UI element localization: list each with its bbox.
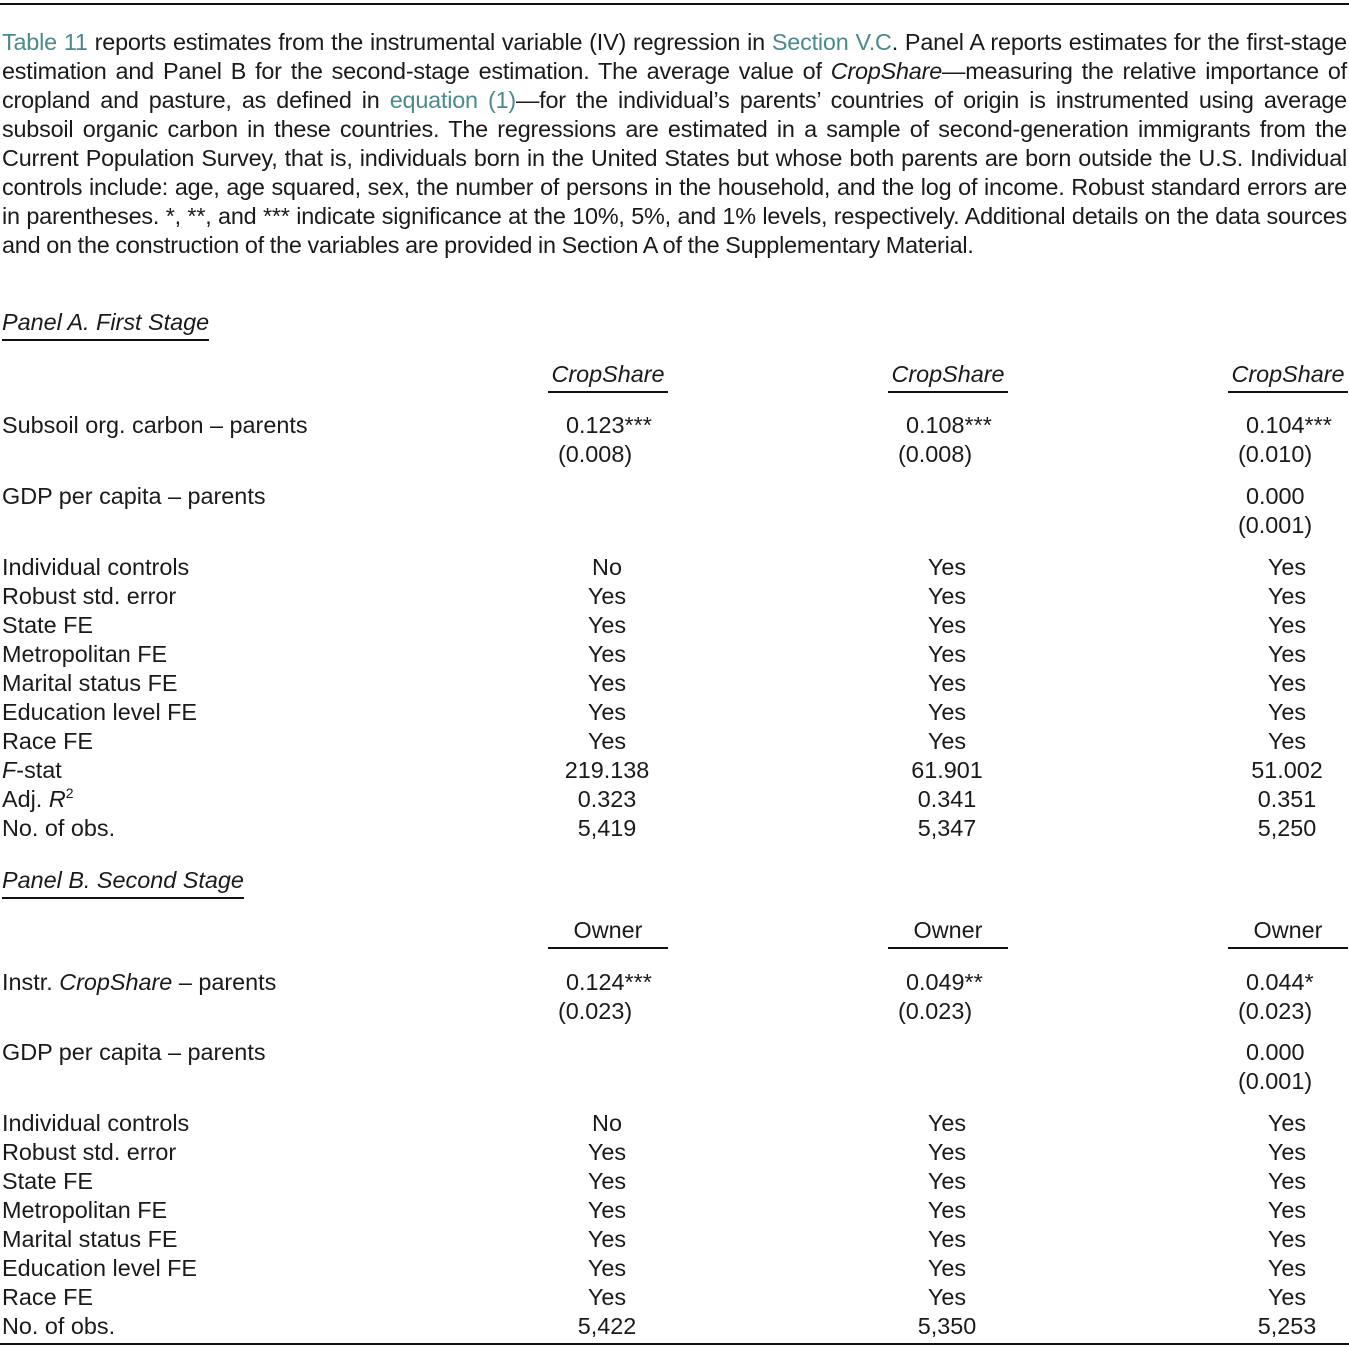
panel-a-col-head-1: CropShare [548,360,668,389]
panel-b-title: Panel B. Second Stage [2,866,244,895]
row-label: GDP per capita – parents [2,483,266,509]
panel-a-row-state-fe [0,611,1349,640]
panel-a-row-subsoil-se [0,440,1349,469]
panel-b-col-head-1: Owner [548,916,668,945]
caption-text-3: —measuring the relative importance of cropland and pasture, as defined in [2,58,1347,113]
panel-b-row-instr-cropshare [0,968,1349,997]
value-cell: Yes [1267,612,1307,638]
panel-a-row-fstat [0,756,1349,785]
se-cell: (0.023) [1238,998,1313,1024]
row-label: No. of obs. [2,815,116,841]
value-cell: Yes [587,1255,627,1281]
panel-a-row-education-fe [0,698,1349,727]
panel-b-row-individual-controls [0,1109,1349,1138]
panel-a-row-individual-controls [0,553,1349,582]
value-cell: Yes [587,699,627,725]
section-link[interactable]: Section V.C [771,29,892,55]
value-cell: Yes [927,1168,967,1194]
se-cell: (0.001) [1238,1068,1313,1094]
panel-b-row-gdp [0,1038,1349,1067]
se-cell: (0.008) [898,441,973,467]
row-label: Robust std. error [2,583,177,609]
panel-b-row-education-fe [0,1254,1349,1283]
value-cell: 5,419 [577,815,637,841]
panel-b-col-head-2: Owner [888,916,1008,945]
panel-b-row-gdp-se [0,1067,1349,1096]
value-cell: Yes [587,1284,627,1310]
coef-cell: 0.044* [1246,969,1314,995]
value-cell: Yes [927,728,967,754]
value-cell: Yes [587,641,627,667]
value-cell: 51.002 [1251,757,1323,783]
table-caption [2,28,1347,260]
value-cell: Yes [927,1197,967,1223]
value-cell: Yes [927,554,967,580]
row-label: Robust std. error [2,1139,177,1165]
value-cell: Yes [587,1226,627,1252]
value-cell: Yes [927,612,967,638]
se-cell: (0.001) [1238,512,1313,538]
row-label: Adj. $R^2$ [2,785,74,812]
panel-a-row-race-fe [0,727,1349,756]
value-cell: 219.138 [564,757,650,783]
value-cell: 5,347 [917,815,977,841]
row-label: Metropolitan FE [2,1197,168,1223]
row-label: No. of obs. [2,1313,116,1339]
panel-a-row-gdp-se [0,511,1349,540]
coef-cell: 0.108*** [906,412,992,438]
value-cell: Yes [927,583,967,609]
row-label: Instr. CropShare – parents [2,969,277,995]
se-cell: (0.008) [558,441,633,467]
row-label: Marital status FE [2,1226,178,1252]
top-rule [0,3,1349,5]
panel-b-row-obs [0,1312,1349,1341]
coef-cell: 0.049** [906,969,983,995]
coef-cell: 0.000 [1246,1039,1305,1065]
value-cell: Yes [587,728,627,754]
se-cell: (0.023) [558,998,633,1024]
panel-b-row-race-fe [0,1283,1349,1312]
value-cell: 5,350 [917,1313,977,1339]
coef-cell: 0.123*** [566,412,652,438]
value-cell: 0.323 [577,786,637,812]
panel-a-row-marital-fe [0,669,1349,698]
value-cell: Yes [927,1139,967,1165]
coef-cell: 0.104*** [1246,412,1332,438]
row-label: Metropolitan FE [2,641,168,667]
value-cell: Yes [927,1255,967,1281]
panel-a-row-subsoil [0,411,1349,440]
row-label: Individual controls [2,1110,190,1136]
row-label: Race FE [2,728,93,754]
se-cell: (0.010) [1238,441,1313,467]
row-label: F-stat [2,757,62,783]
value-cell: Yes [1267,1284,1307,1310]
caption-cropshare: CropShare [830,58,943,84]
panel-b-row-instr-cropshare-se [0,997,1349,1026]
row-label: State FE [2,1168,94,1194]
value-cell: Yes [587,1139,627,1165]
row-label: Race FE [2,1284,93,1310]
value-cell: Yes [1267,583,1307,609]
row-label: Education level FE [2,699,198,725]
row-label: Subsoil org. carbon – parents [2,412,308,438]
value-cell: No [592,554,622,580]
value-cell: Yes [587,612,627,638]
panel-a-col-head-3: CropShare [1228,360,1348,389]
value-cell: Yes [927,1226,967,1252]
se-cell: (0.023) [898,998,973,1024]
value-cell: Yes [927,1284,967,1310]
panel-b-row-marital-fe [0,1225,1349,1254]
value-cell: Yes [1267,1139,1307,1165]
panel-a-row-metro-fe [0,640,1349,669]
value-cell: Yes [927,699,967,725]
value-cell: Yes [1267,699,1307,725]
value-cell: Yes [927,670,967,696]
panel-a-row-obs [0,814,1349,843]
bottom-rule [0,1343,1349,1345]
panel-a-col-head-2: CropShare [888,360,1008,389]
caption-text-2: . Panel A reports estimates for the first-stage estimation and Panel B for the second-stage estimation. The average value of [2,29,1347,84]
row-label: Education level FE [2,1255,198,1281]
panel-b-row-robust [0,1138,1349,1167]
panel-a-row-adj-r2 [0,785,1349,814]
value-cell: Yes [1267,1255,1307,1281]
value-cell: Yes [587,1168,627,1194]
value-cell: 5,253 [1257,1313,1317,1339]
value-cell: Yes [587,583,627,609]
row-label: State FE [2,612,94,638]
value-cell: Yes [927,641,967,667]
row-label: Individual controls [2,554,190,580]
value-cell: Yes [1267,670,1307,696]
value-cell: 5,250 [1257,815,1317,841]
panel-b-col-head-3: Owner [1228,916,1348,945]
value-cell: Yes [1267,641,1307,667]
panel-b-row-metro-fe [0,1196,1349,1225]
caption-text-4: —for the individual’s parents’ countries of origin is instrumented using average subsoil organic carbon in these countries. The regressions are estimated in a sample of second-generation immigrants from the Current Population Survey, that is, individuals born in the United States but whose both parents are born outside the U.S. Individual controls include: age, age squared, sex, the number of persons in the household, and the log of income. Robust standard errors are in parentheses. *, **, and *** indicate significance at the 10%, 5%, and 1% levels, respectively. Additional details on the data sources and on the construction of the variables are provided in Section A of the Supplementary Material. [2,87,1347,258]
row-label: GDP per capita – parents [2,1039,266,1065]
value-cell: Yes [1267,1197,1307,1223]
coef-cell: 0.000 [1246,483,1305,509]
value-cell: Yes [587,1197,627,1223]
value-cell: 61.901 [911,757,983,783]
equation-link[interactable]: equation (1) [389,87,516,113]
value-cell: Yes [1267,554,1307,580]
value-cell: 0.341 [917,786,977,812]
value-cell: No [592,1110,622,1136]
panel-a-row-gdp [0,482,1349,511]
panel-b-row-state-fe [0,1167,1349,1196]
value-cell: 5,422 [577,1313,637,1339]
value-cell: Yes [1267,728,1307,754]
value-cell: Yes [1267,1226,1307,1252]
caption-text-1: reports estimates from the instrumental variable (IV) regression in [87,29,772,55]
value-cell: 0.351 [1257,786,1317,812]
value-cell: Yes [1267,1168,1307,1194]
value-cell: Yes [1267,1110,1307,1136]
value-cell: Yes [587,670,627,696]
row-label: Marital status FE [2,670,178,696]
value-cell: Yes [927,1110,967,1136]
panel-a-row-robust [0,582,1349,611]
table-link[interactable]: Table 11 [2,29,88,55]
panel-a-title: Panel A. First Stage [2,308,209,337]
coef-cell: 0.124*** [566,969,652,995]
